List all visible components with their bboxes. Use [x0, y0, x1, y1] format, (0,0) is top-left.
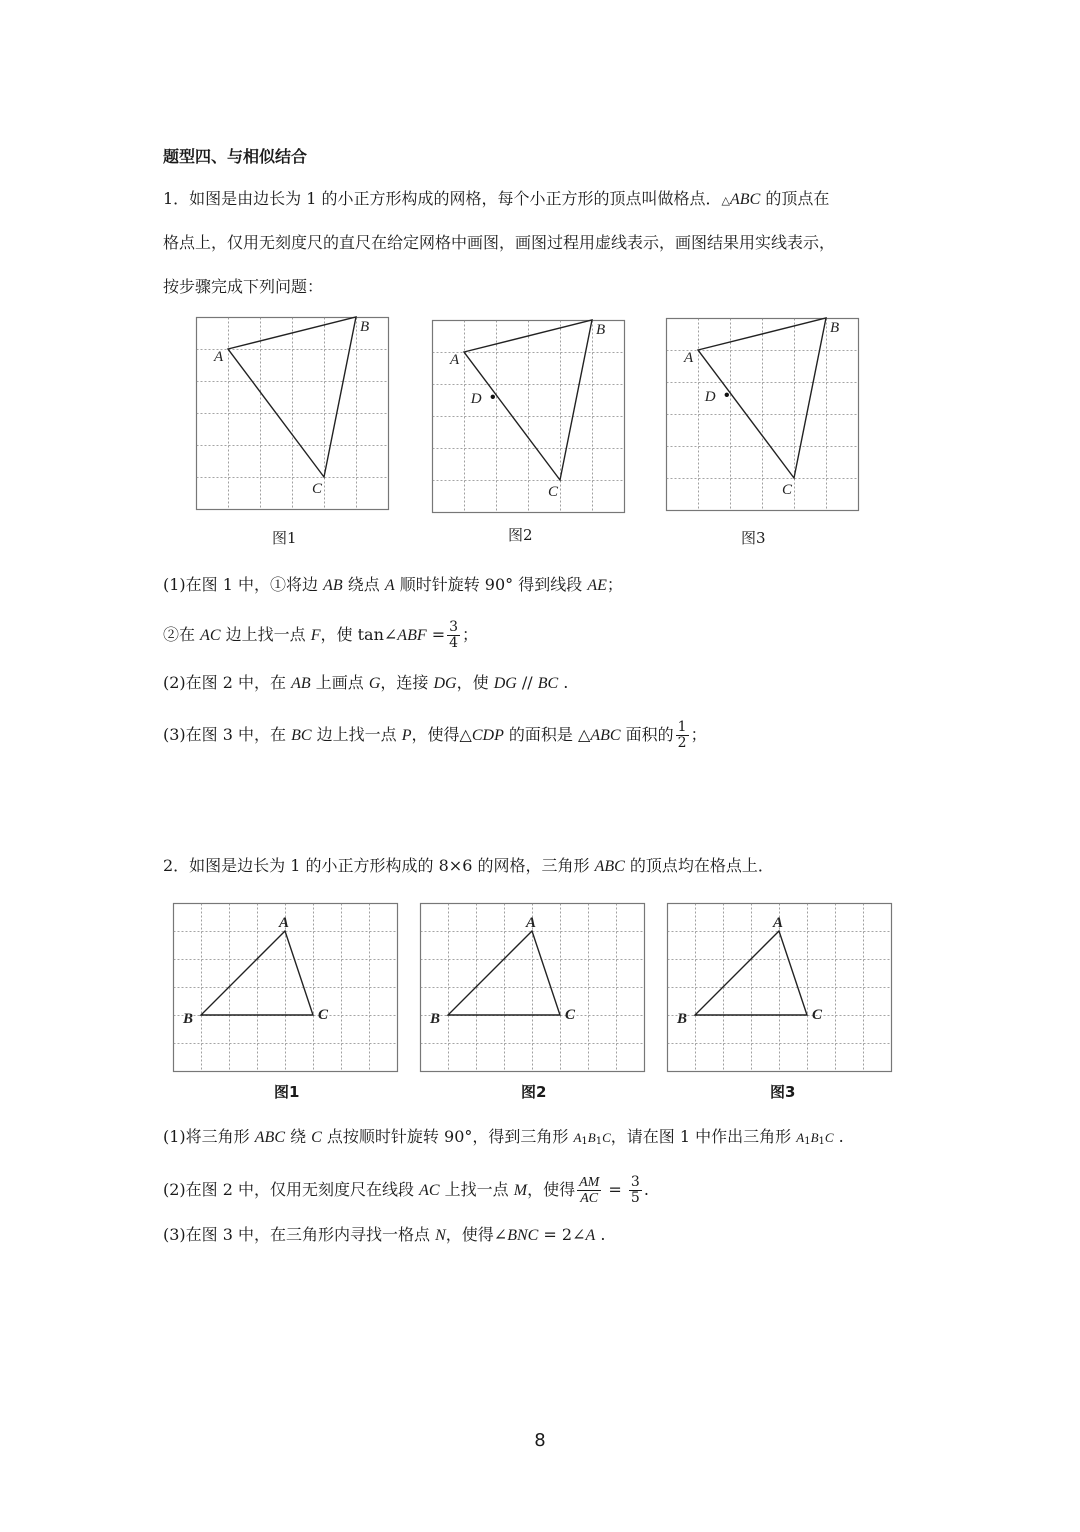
p2-figure-2-caption: 图2	[521, 1083, 547, 1101]
fraction-3-4: $\frac{3}{4}$	[449, 619, 459, 651]
section-title: 题型四、与相似结合	[163, 147, 308, 166]
p1-stem-text-b: 的顶点在	[760, 189, 830, 208]
p2-figure-2	[420, 903, 646, 1073]
p2-question-3: (3)在图 3 中，在三角形内寻找一格点 N，使得∠BNC = 2∠A .	[163, 1225, 606, 1244]
p1-figure-2	[432, 320, 626, 508]
p1-fig3-label-a: A	[684, 350, 694, 366]
p2-fig1-label-c: C	[318, 1007, 329, 1023]
p2-figure-3	[667, 903, 895, 1073]
p1-fig2-label-a: A	[450, 352, 460, 368]
p1-question-3: (3)在图 3 中，在 BC 边上找一点 P，使得△CDP 的面积是 △ABC 面积的 $\frac{1}{2}$ ；	[163, 719, 707, 751]
p1-fig2-label-b: B	[596, 322, 606, 338]
p1-stem-line2: 格点上，仅用无刻度尺的直尺在给定网格中画图，画图过程用虚线表示，画图结果用实线表示，	[163, 233, 836, 252]
p1-figure-1-caption: 图1	[272, 529, 297, 547]
p1-fig3-label-c: C	[782, 482, 793, 498]
p1-stem-line1	[163, 188, 829, 212]
p1-fig2-label-d: D	[470, 390, 482, 407]
p2-fig1-label-b: B	[183, 1011, 194, 1027]
p1-fig1-label-b: B	[360, 319, 370, 335]
p2-fig2-label-a: A	[526, 915, 537, 931]
p2-fig3-label-c: C	[812, 1007, 823, 1023]
p2-fig3-label-a: A	[773, 915, 784, 931]
p1-question-1b: ②在 AC 边上找一点 F，使 tan∠ABF = $\frac{3}{4}$ ；	[163, 619, 479, 651]
p1-fig2-triangle-abc	[464, 320, 592, 480]
p1-fig3-triangle-abc	[698, 318, 826, 478]
p1-fig2-label-c: C	[548, 484, 559, 500]
page-number: 8	[534, 1430, 546, 1451]
p1-fig3-label-b: B	[830, 320, 840, 336]
p2-figure-1	[173, 903, 399, 1073]
p1-question-2: (2)在图 2 中，在 AB 上画点 G，连接 DG，使 DG // BC .	[163, 673, 569, 692]
p2-fig2-triangle-abc	[448, 931, 560, 1015]
p1-fig2-point-d	[491, 395, 495, 399]
p1-stem-line3: 按步骤完成下列问题：	[163, 277, 324, 296]
p1-question-1: (1)在图 1 中，①将边 AB 绕点 A 顺时针旋转 90° 得到线段 AE；	[163, 575, 623, 594]
p1-stem-abc: ABC	[730, 191, 761, 208]
p1-figure-3	[666, 318, 858, 509]
p2-fig3-triangle-abc	[695, 931, 807, 1015]
p2-fig1-label-a: A	[279, 915, 290, 931]
p1-fig1-label-a: A	[214, 349, 224, 365]
triangle-symbol: △	[721, 194, 731, 207]
p2-figure-1-caption: 图1	[274, 1083, 300, 1101]
p2-question-2: (2)在图 2 中，仅用无刻度尺在线段 AC 上找一点 M，使得 $\frac{AM}{AC}$ = $\frac{3}{5}$ .	[163, 1174, 649, 1206]
p2-fig1-triangle-abc	[201, 931, 313, 1015]
p1-stem-text: 1．如图是由边长为 1 的小正方形构成的网格，每个小正方形的顶点叫做格点．	[163, 189, 722, 208]
p2-fig2-label-b: B	[430, 1011, 441, 1027]
p2-fig3-label-b: B	[677, 1011, 688, 1027]
p1-figure-2-caption: 图2	[508, 526, 533, 544]
p2-stem: 2．如图是边长为 1 的小正方形构成的 8×6 的网格，三角形 ABC 的顶点均在格点上．	[163, 856, 774, 875]
p2-figure-3-caption: 图3	[770, 1083, 796, 1101]
p1-fig1-label-c: C	[312, 481, 323, 497]
fraction-am-ac: $\frac{AM}{AC}$	[579, 1175, 600, 1206]
fraction-1-2: $\frac{1}{2}$	[677, 719, 687, 751]
p1-figure-1	[196, 317, 390, 509]
fraction-3-5: $\frac{3}{5}$	[630, 1174, 640, 1206]
p1-fig1-triangle-abc	[228, 317, 356, 477]
p1-figure-3-caption: 图3	[741, 529, 766, 547]
p2-question-1: (1)将三角形 ABC 绕 C 点按顺时针旋转 90°，得到三角形 $A_1B_1C$，请在图 1 中作出三角形 $A_1B_1C$ .	[163, 1127, 844, 1147]
p2-fig2-label-c: C	[565, 1007, 576, 1023]
p1-fig3-label-d: D	[704, 388, 716, 405]
p1-fig3-point-d	[725, 393, 729, 397]
